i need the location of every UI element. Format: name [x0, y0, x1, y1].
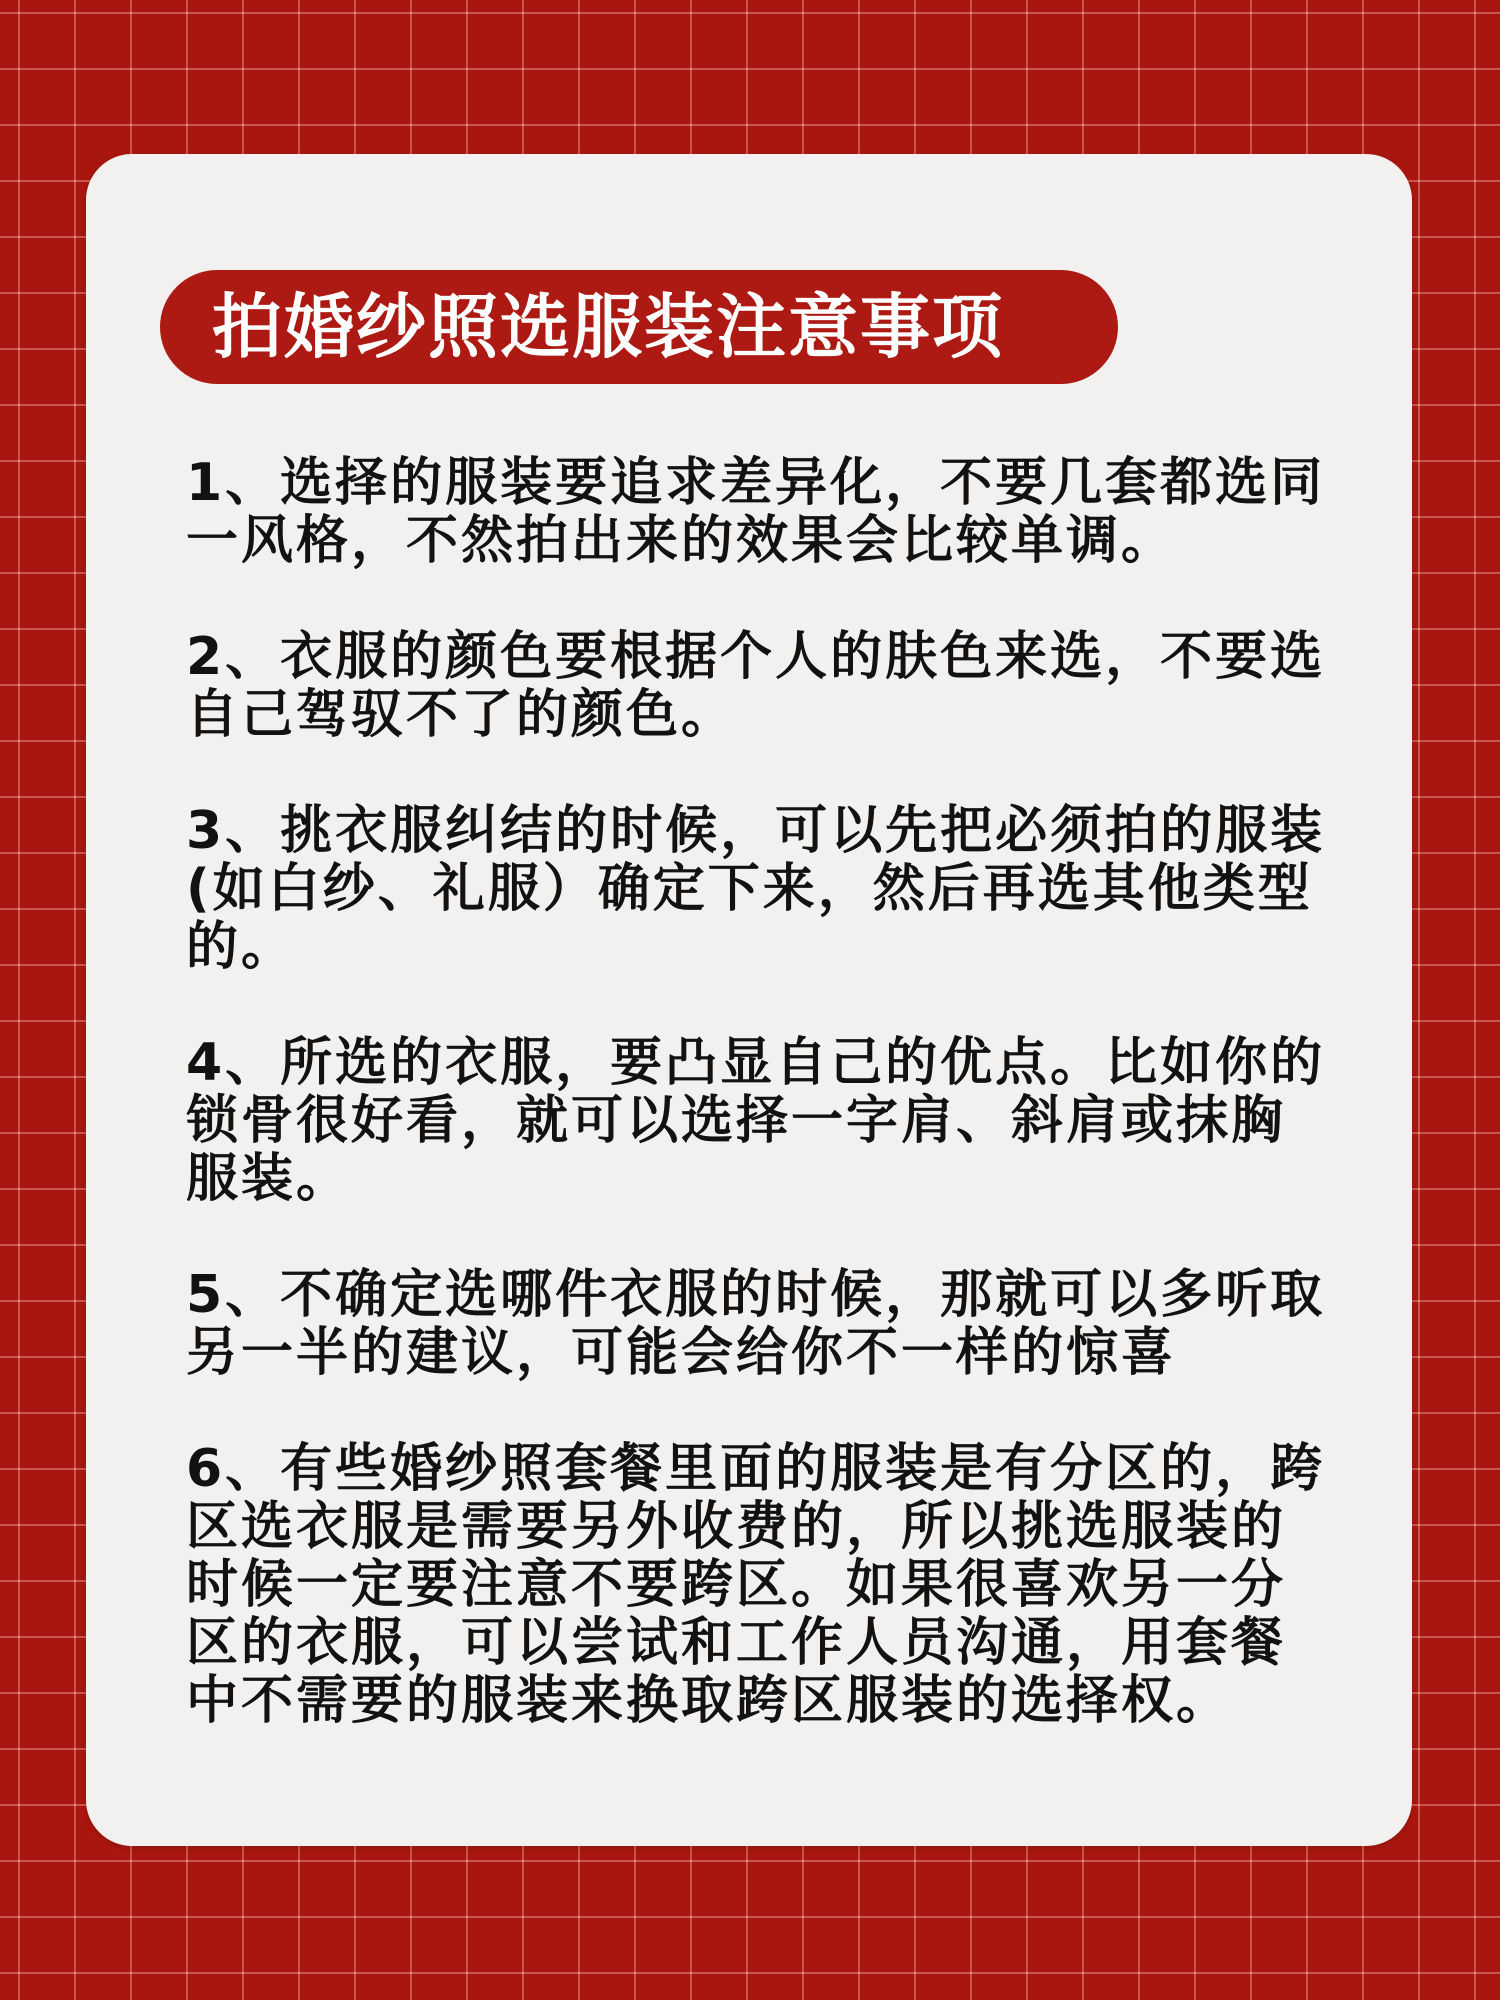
tip-item-1: 1、选择的服装要追求差异化，不要几套都选同一风格，不然拍出来的效果会比较单调。: [186, 453, 1326, 571]
title-banner: [160, 270, 1118, 384]
tip-item-5: 5、不确定选哪件衣服的时候，那就可以多听取另一半的建议，可能会给你不一样的惊喜: [186, 1265, 1326, 1383]
tips-list: [186, 454, 1326, 1788]
tip-item-3: 3、挑衣服纠结的时候，可以先把必须拍的服装(如白纱、礼服）确定下来，然后再选其他类型的。: [186, 801, 1326, 977]
tip-item-6: 6、有些婚纱照套餐里面的服装是有分区的，跨区选衣服是需要另外收费的，所以挑选服装的时候一定要注意不要跨区。如果很喜欢另一分区的衣服，可以尝试和工作人员沟通，用套餐中不需要的服装来换取跨区服装的选择权。: [186, 1439, 1326, 1731]
tip-item-4: 4、所选的衣服，要凸显自己的优点。比如你的锁骨很好看，就可以选择一字肩、斜肩或抹胸服装。: [186, 1033, 1326, 1209]
content-card: [86, 154, 1412, 1846]
page-title: 拍婚纱照选服装注意事项: [212, 286, 1004, 368]
tip-item-2: 2、衣服的颜色要根据个人的肤色来选，不要选自己驾驭不了的颜色。: [186, 627, 1326, 745]
